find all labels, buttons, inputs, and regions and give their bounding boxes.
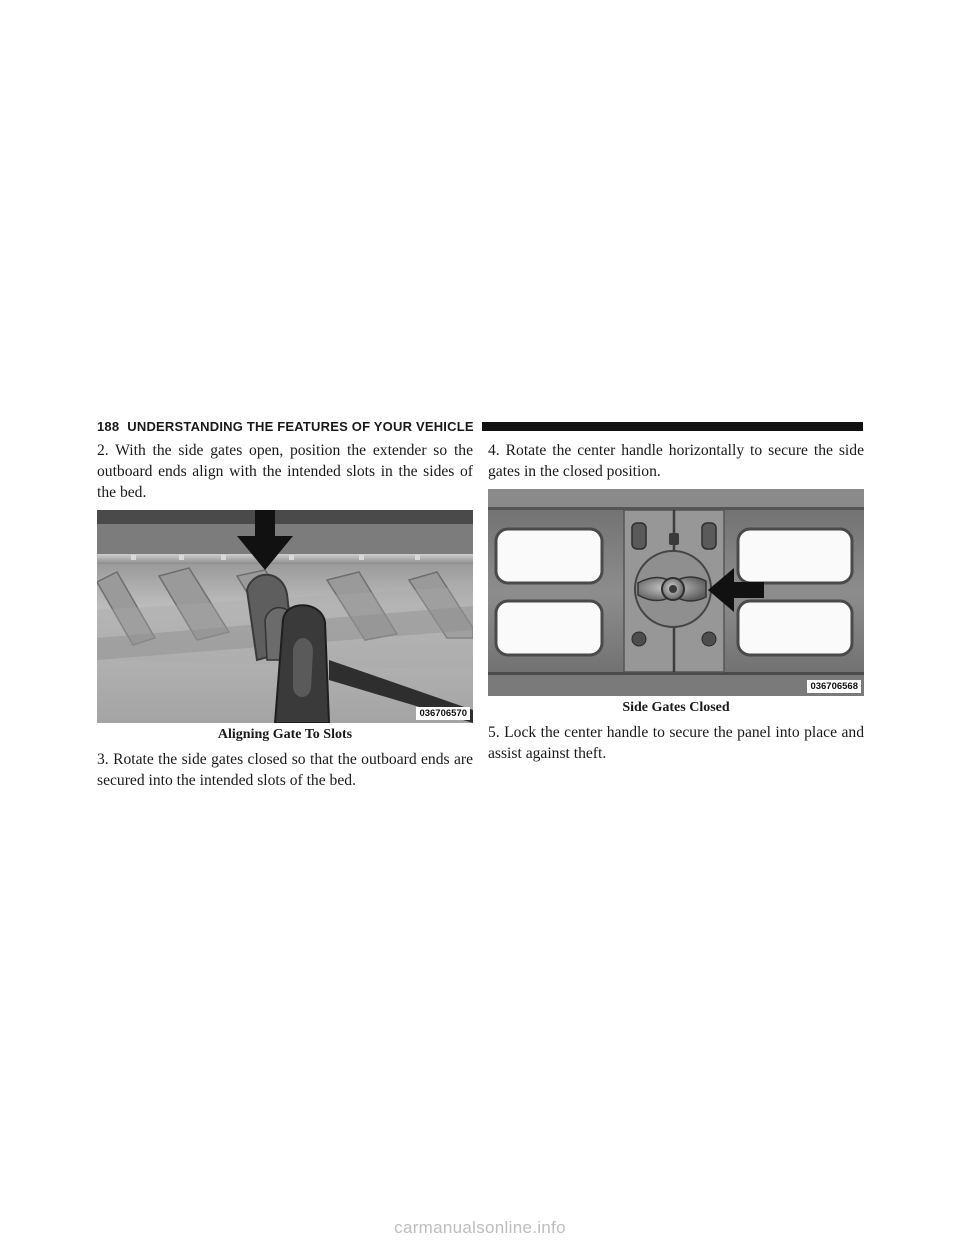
figure-id: 036706568 (807, 680, 861, 693)
figure-caption: Side Gates Closed (622, 700, 730, 715)
right-column (488, 440, 864, 764)
page-header (97, 418, 863, 434)
step-4-text: 4. Rotate the center handle horizontally to secure the side gates in the closed position. (488, 442, 864, 480)
left-column (97, 440, 473, 791)
figure-aligning-gate (97, 510, 473, 723)
page-number: 188 (97, 418, 120, 434)
figure-caption: Aligning Gate To Slots (217, 727, 353, 742)
step-3-text: 3. Rotate the side gates closed so that the outboard ends are secured into the intended slots of the bed. (97, 751, 473, 789)
side-gates-illustration (488, 489, 864, 696)
aligning-gate-illustration (97, 510, 473, 723)
figure-side-gates (488, 489, 864, 696)
step-5-text: 5. Lock the center handle to secure the panel into place and assist against theft. (488, 724, 864, 762)
step-2-text: 2. With the side gates open, position the extender so the outboard ends align with the intended slots in the sides of the bed. (97, 442, 473, 501)
watermark: carmanualsonline.info (394, 1218, 566, 1237)
section-title: UNDERSTANDING THE FEATURES OF YOUR VEHICLE (127, 418, 474, 434)
header-rule (482, 422, 863, 431)
figure-id: 036706570 (416, 707, 470, 720)
